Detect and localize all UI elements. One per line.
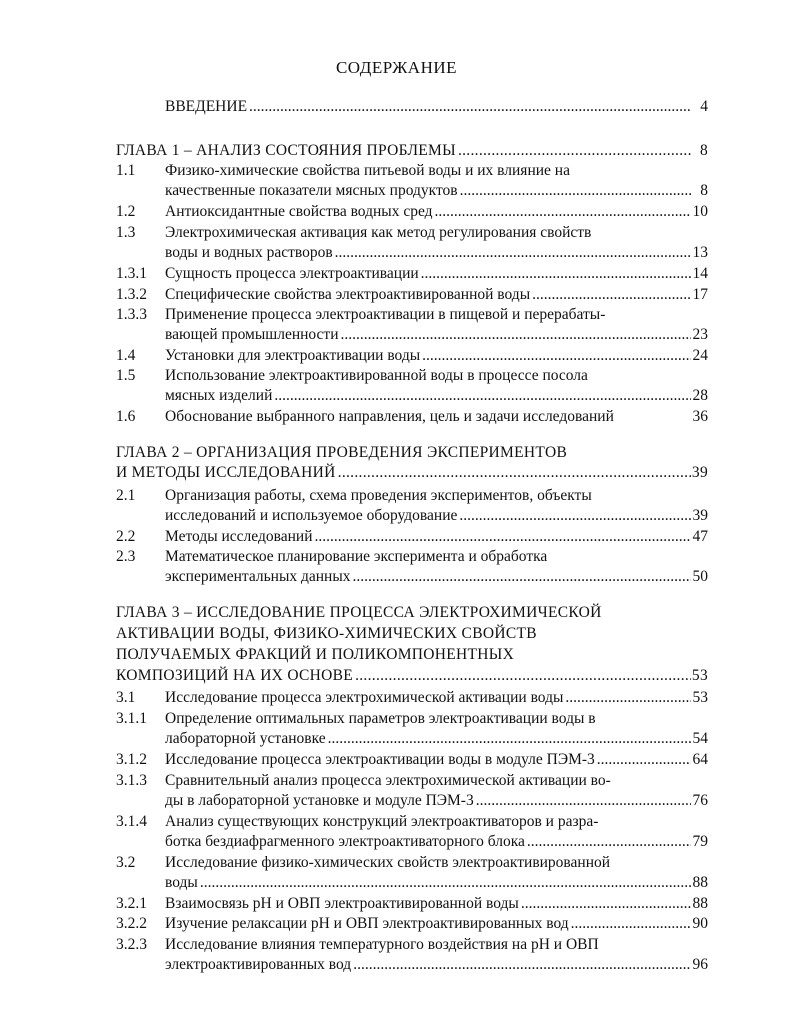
section-title-line: лабораторной установке [165,730,326,747]
section-number: 2.3 [116,548,136,565]
page-number: 28 [692,387,708,404]
section-title-line: Исследование процесса электроактивации воды в модуле ПЭМ-3 [165,751,595,768]
toc-entry-1-3 [0,223,793,243]
section-title-line: Использование электроактивированной воды в процессе посола [165,367,588,384]
section-title-line: Определение оптимальных параметров электроактивации воды в [165,710,596,727]
section-number: 2.1 [116,487,136,504]
section-title-line: Взаимосвязь рН и ОВП электроактивированной воды [165,895,519,912]
section-title-line: Исследование влияния температурного воздействия на рН и ОВП [165,936,599,953]
entry-title: ВВЕДЕНИЕ [165,98,248,115]
page-number: 39 [691,464,708,481]
toc-entry-2-1 [0,486,793,506]
section-number: 1.6 [116,408,136,425]
toc-entry-3-1-2 [0,750,793,770]
section-number: 3.2.3 [116,936,147,953]
page-number: 54 [692,730,708,747]
page-number: 53 [692,689,708,706]
toc-chapter-3 [0,603,793,623]
toc-entry-intro [0,97,793,117]
page-number: 17 [692,286,708,303]
section-number: 1.3.2 [116,286,147,303]
toc-entry-1-6 [0,407,793,427]
section-title-line: Организация работы, схема проведения экспериментов, объекты [165,487,592,504]
chapter-title-line: ГЛАВА 3 – ИССЛЕДОВАНИЕ ПРОЦЕССА ЭЛЕКТРОХИМИЧЕСКОЙ [116,604,602,621]
section-title-line: Специфические свойства электроактивированной воды [165,286,531,303]
toc-entry-1-1 [0,161,793,181]
page-number: 8 [699,142,708,159]
section-title-line: Исследование процесса электрохимической активации воды [165,689,564,706]
section-title-line: электроактивированных вод [165,956,352,973]
toc-entry-3-2-3 [0,935,793,955]
page-number: 96 [692,956,708,973]
section-number: 3.2.1 [116,895,147,912]
section-number: 3.2 [116,854,136,871]
section-number: 3.1 [116,689,136,706]
toc-entry-3-1-3-cont [0,791,793,811]
toc-chapter-3-line2 [0,624,793,644]
section-title-line: экспериментальных данных [165,568,351,585]
section-title-line: исследований и используемое оборудование [165,507,458,524]
page-number: 4 [700,98,708,115]
toc-entry-3-2-cont [0,873,793,893]
toc-chapter-1 [0,141,793,161]
section-number: 3.2.2 [116,915,147,932]
toc-entry-3-1-1 [0,709,793,729]
section-title-line: Электрохимическая активация как метод регулирования свойств [165,224,592,241]
page-number: 64 [692,751,708,768]
page-number: 88 [692,874,708,891]
toc-entry-2-3-cont [0,567,793,587]
toc-entry-1-5 [0,366,793,386]
section-number: 3.1.1 [116,710,147,727]
page-number: 14 [692,265,708,282]
toc-entry-1-3-3 [0,305,793,325]
toc-entry-1-3-1 [0,264,793,284]
page-number: 53 [691,667,708,684]
toc-entry-2-1-cont [0,506,793,526]
section-title-line: воды и водных растворов [165,244,333,261]
toc-entry-1-1-cont [0,181,793,201]
toc-chapter-2 [0,443,793,463]
section-number: 1.5 [116,367,136,384]
toc-entry-3-2-1 [0,894,793,914]
toc-entry-2-2 [0,527,793,547]
section-title-line: Применение процесса электроактивации в пищевой и перерабаты- [165,306,606,323]
chapter-title-line: КОМПОЗИЦИЙ НА ИХ ОСНОВЕ [116,667,354,684]
toc-entry-3-1-4-cont [0,832,793,852]
section-title-line: Методы исследований [165,528,313,545]
toc-entry-1-5-cont [0,386,793,406]
section-title-line: ботка бездиафрагменного электроактиваторного блока [165,833,525,850]
page-number: 10 [692,203,708,220]
page-number: 90 [692,915,708,932]
toc-entry-1-3-2 [0,285,793,305]
section-title-line: Математическое планирование эксперимента и обработка [165,548,548,565]
toc-chapter-2-cont [0,463,793,483]
section-title-line: мясных изделий [165,387,273,404]
toc-entry-3-2 [0,853,793,873]
page-number: 47 [692,528,708,545]
page-number: 39 [692,507,708,524]
toc-entry-1-4 [0,346,793,366]
page-number: 8 [700,182,708,199]
section-number: 1.1 [116,162,136,179]
chapter-title-line: ГЛАВА 2 – ОРГАНИЗАЦИЯ ПРОВЕДЕНИЯ ЭКСПЕРИМЕНТОВ [116,444,568,461]
page-number: 36 [692,408,708,425]
chapter-title-line: ПОЛУЧАЕМЫХ ФРАКЦИЙ И ПОЛИКОМПОНЕНТНЫХ [116,646,515,663]
page-number: 23 [692,326,708,343]
toc-entry-3-2-2 [0,914,793,934]
section-number: 1.2 [116,203,136,220]
toc-entry-1-3-cont [0,243,793,263]
section-number: 1.3.3 [116,306,147,323]
page-number: 50 [692,568,708,585]
section-title-line: ды в лабораторной установке и модуле ПЭМ-3 [165,792,474,809]
section-number: 2.2 [116,528,136,545]
chapter-title-line: АКТИВАЦИИ ВОДЫ, ФИЗИКО-ХИМИЧЕСКИХ СВОЙСТВ [116,625,537,642]
toc-entry-1-3-3-cont [0,325,793,345]
section-title-line: Изучение релаксации рН и ОВП электроактивированных вод [165,915,569,932]
section-title-line: Обоснование выбранного направления, цель и задачи исследований [165,408,614,425]
toc-entry-1-2 [0,202,793,222]
section-title-line: Исследование физико-химических свойств электроактивированной [165,854,611,871]
toc-entry-3-2-3-cont [0,955,793,975]
section-number: 3.1.3 [116,772,147,789]
page-number: 79 [692,833,708,850]
section-title-line: вающей промышленности [165,326,339,343]
section-title-line: Анализ существующих конструкций электроактиваторов и разра- [165,813,599,830]
section-title-line: Антиоксидантные свойства водных сред [165,203,433,220]
page-number: 24 [692,347,708,364]
chapter-title-line: И МЕТОДЫ ИССЛЕДОВАНИЙ [116,464,336,481]
section-number: 3.1.4 [116,813,147,830]
toc-entry-3-1-4 [0,812,793,832]
toc-chapter-3-line4 [0,666,793,686]
section-title-line: качественные показатели мясных продуктов [165,182,458,199]
toc-entry-3-1-3 [0,771,793,791]
page-title: СОДЕРЖАНИЕ [335,58,458,77]
page-number: 76 [692,792,708,809]
toc-entry-3-1-1-cont [0,729,793,749]
section-number: 1.4 [116,347,136,364]
section-number: 1.3.1 [116,265,147,282]
section-title-line: Сущность процесса электроактивации [165,265,419,282]
section-title-line: Сравнительный анализ процесса электрохимической активации во- [165,772,611,789]
chapter-title: ГЛАВА 1 – АНАЛИЗ СОСТОЯНИЯ ПРОБЛЕМЫ [116,142,456,159]
toc-chapter-3-line3 [0,645,793,665]
toc-entry-2-3 [0,547,793,567]
page-number: 88 [692,895,708,912]
section-title-line: воды [165,874,198,891]
page-number: 13 [692,244,708,261]
toc-entry-3-1 [0,688,793,708]
section-number: 1.3 [116,224,136,241]
section-number: 3.1.2 [116,751,147,768]
section-title-line: Установки для электроактивации воды [165,347,421,364]
section-title-line: Физико-химические свойства питьевой воды и их влияние на [165,162,570,179]
